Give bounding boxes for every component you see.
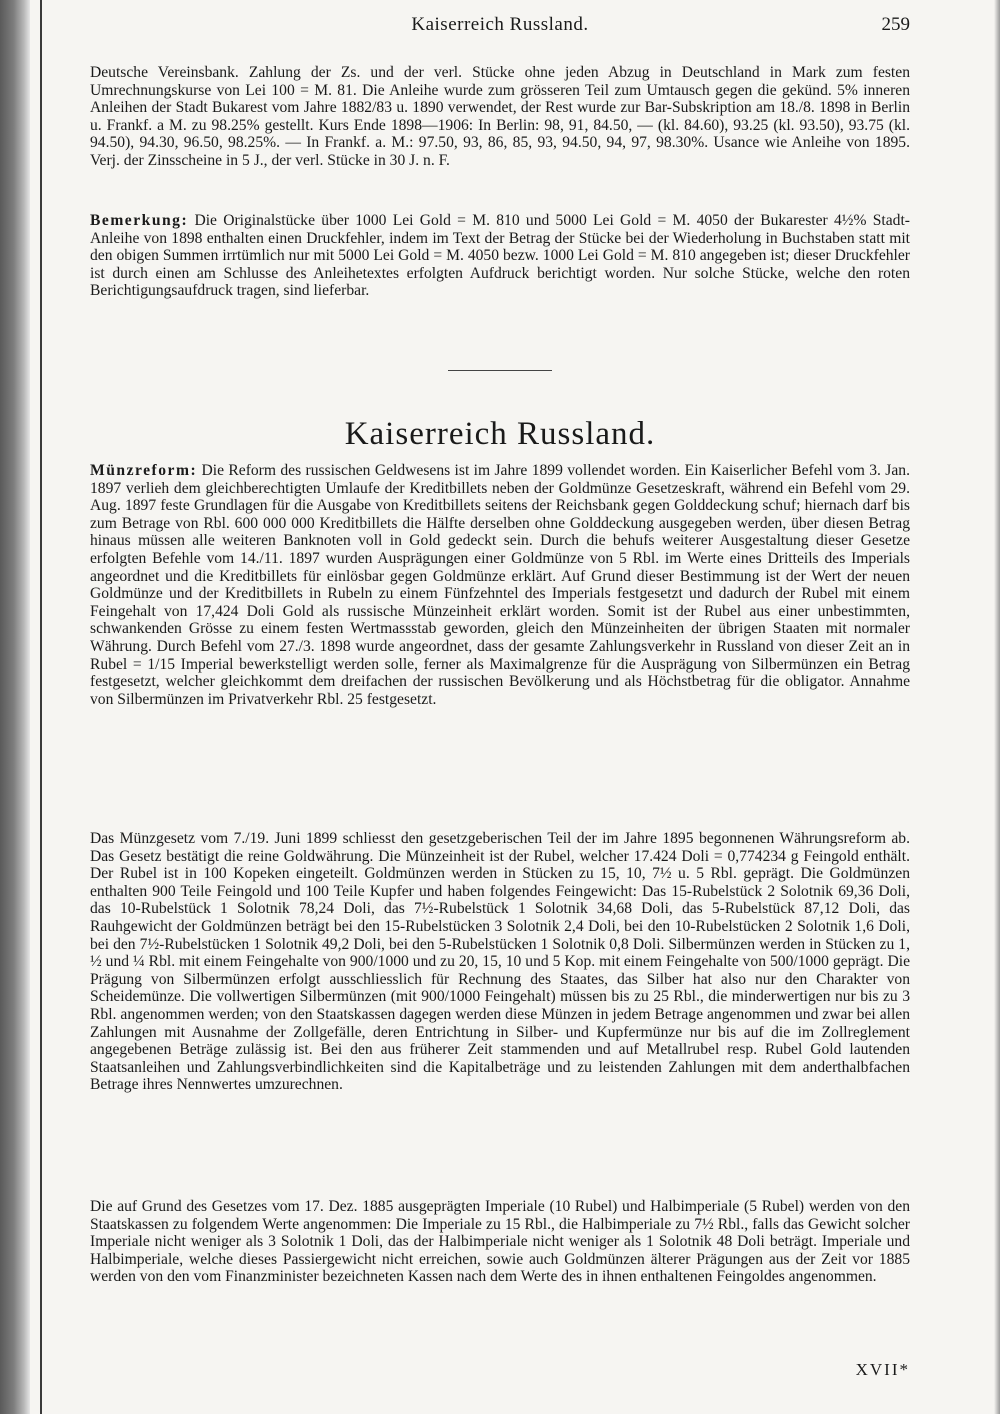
section-title: Kaiserreich Russland. <box>344 416 656 452</box>
reform-paragraph <box>90 462 910 708</box>
page-number: 259 <box>881 14 910 35</box>
imperial-text: Die auf Grund des Gesetzes vom 17. Dez. 1885 ausgeprägten Imperiale (10 Rubel) und Halbimperiale (5 Rubel) werden von den Staatskassen zu folgendem Werte angenommen: Die Imperiale zu 15 Rbl., die Halbimperiale zu 7½ Rbl., falls das Gewicht solcher Imperiale nicht weniger als 3 Solotnik 1 Doli, das der Halbimperiale nicht weniger als 1 Solotnik 48 Doli beträgt. Imperiale und Halbimperiale, welche dieses Passiergewicht nicht erreichen, sowie auch Goldmünzen älterer Prägungen aus der Zeit vor 1885 werden von den vom Finanzminister bezeichneten Kassen nach dem Werte des in ihnen enthaltenen Feingoldes angenommen. <box>90 1198 910 1286</box>
running-head <box>90 14 910 42</box>
remark-lead: Bemerkung: <box>90 212 189 229</box>
law-text: Das Münzgesetz vom 7./19. Juni 1899 schliesst den gesetzgeberischen Teil der im Jahre 1895 begonnenen Währungsreform ab. Das Gesetz bestätigt die reine Goldwährung. Die Münzeinheit ist der Rubel, welcher 17.424 Doli = 0,774234 g Feingold enthält. Der Rubel ist in 100 Kopeken eingeteilt. Goldmünzen werden in Stücken zu 15, 10, 7½ u. 5 Rbl. geprägt. Die Goldmünzen enthalten 900 Teile Feingold und 100 Teile Kupfer und haben folgendes Feingewicht: Das 15-Rubelstück 2 Solotnik 69,36 Doli, das 10-Rubelstück 1 Solotnik 78,24 Doli, das 7½-Rubelstück 1 Solotnik 34,68 Doli, das 5-Rubelstück 87,12 Doli, das Rauhgewicht der Goldmünzen beträgt bei den 15-Rubelstücken 3 Solotnik 2,4 Doli, bei den 10-Rubelstücken 2 Solotnik 1,6 Doli, bei den 7½-Rubelstücken 1 Solotnik 49,2 Doli, bei den 5-Rubelstücken 1 Solotnik 0,8 Doli. Silbermünzen werden in Stücken zu 1, ½ und ¼ Rbl. mit einem Feingehalte von 900/1000 und zu 20, 15, 10 und 5 Kop. mit einem Feingehalte von 500/1000 geprägt. Die Prägung von Silbermünzen erfolgt ausschliesslich für Rechnung des Staates, das Silber hat also nur den Charakter von Scheidemünze. Die vollwertigen Silbermünzen (mit 900/1000 Feingehalt) müssen bis zu 25 Rbl., die minderwertigen nur bis zu 3 Rbl. angenommen werden; von den Staatskassen dagegen werden diese Münzen in jedem Betrage angenommen und zwar bei allen Zahlungen mit Ausnahme der Zollgefälle, deren Entrichtung in Silber- und Kupfermünze nur bis auf die im Zollreglement angegebenen Beträge zulässig ist. Bei den aus früherer Zeit stammenden und auf Metallrubel resp. Rubel Gold lautenden Staatsanleihen und Zahlungsverbindlichkeiten sind die Kapitalbeträge und zu leistenden Zahlungen mit dem anderthalbfachen Betrage ihres Nennwertes umzurechnen. <box>90 830 910 1094</box>
remark-body <box>90 212 910 300</box>
gutter-line <box>40 0 42 1414</box>
intro-paragraph <box>90 64 910 170</box>
reform-lead: Münzreform: <box>90 462 198 479</box>
imperial-paragraph <box>90 1198 910 1286</box>
signature-mark: XVII* <box>855 1360 910 1379</box>
reform-text: Die Reform des russischen Geldwesens ist im Jahre 1899 vollendet worden. Ein Kaiserlicher Befehl vom 3. Jan. 1897 verlieh dem gleichberechtigten Umlaufe der Kreditbillets neben der Goldmünze Gesetzeskraft, während ein Befehl vom 29. Aug. 1897 feste Grundlagen für die Ausgabe von Kreditbillets seitens der Reichsbank gegen Golddeckung schuf; hiernach darf bis zum Betrage von Rbl. 600 000 000 Kreditbillets die Hälfte derselben ohne Golddeckung ausgegeben werden, über diesen Betrag hinaus müssen alle weiteren Banknoten voll in Gold gedeckt sein. Durch die behufs weiterer Ausgestaltung dieser Gesetze erfolgten Befehle vom 14./11. 1897 wurden Ausprägungen einer Goldmünze von 5 Rbl. im Werte eines Dritteils des Imperials angeordnet und die Kreditbillets für einlösbar gegen Goldmünze erklärt. Auf Grund dieser Bestimmung ist der Wert der neuen Goldmünze und der Kreditbillets in Rubeln zu einem Fünfzehntel des Imperials festgesetzt und dadurch der Rubel mit einem Feingehalt von 17,424 Doli Gold als russische Münzeinheit erklärt worden. Somit ist der Rubel aus einer unbestimmten, schwankenden Grösse zu einem festen Wertmassstab geworden, gleich den Münzeinheiten der übrigen Staaten mit normaler Währung. Durch Befehl vom 27./3. 1898 wurde angeordnet, dass der gesamte Zahlungsverkehr in Russland von dieser Zeit an in Rubel = 1/15 Imperial bewerkstelligt werden solle, ferner als Maximalgrenze für die Ausprägung von Silbermünzen ein Betrag festgesetzt, welcher gleichkommt dem dreifachen der russischen Bevölkerung und als Höchstbetrag für die obligator. Annahme von Silbermünzen im Privatverkehr Rbl. 25 festgesetzt. <box>90 462 910 708</box>
remark-paragraph <box>90 212 910 300</box>
reform-body <box>90 462 910 708</box>
page-edge-shadow <box>994 0 1000 1414</box>
book-spine-shadow <box>0 0 30 1414</box>
law-paragraph <box>90 830 910 1094</box>
intro-text: Deutsche Vereinsbank. Zahlung der Zs. und der verl. Stücke ohne jeden Abzug in Deutschland in Mark zum festen Umrechnungskurse von Lei 100 = M. 81. Die Anleihe wurde zum grösseren Teil zum Umtausch gegen die gekünd. 5% inneren Anleihen der Stadt Bukarest vom Jahre 1882/83 u. 1890 verwendet, der Rest wurde zur Bar-Subskription am 18./8. 1898 in Berlin u. Frankf. a M. zu 98.25% gestellt. Kurs Ende 1898—1906: In Berlin: 98, 91, 84.50, — (kl. 84.60), 93.25 (kl. 93.50), 93.75 (kl. 94.50), 94.30, 96.50, 98.25%. — In Frankf. a. M.: 97.50, 93, 86, 85, 93, 94.50, 94, 97, 98.30%. Usance wie Anleihe von 1895. Verj. der Zinsscheine in 5 J., der verl. Stücke in 30 J. n. F. <box>90 64 910 169</box>
section-divider <box>448 370 552 371</box>
running-title: Kaiserreich Russland. <box>411 14 589 35</box>
remark-text: Die Originalstücke über 1000 Lei Gold = M. 810 und 5000 Lei Gold = M. 4050 der Bukarester 4½% Stadt-Anleihe von 1898 enthalten einen Druckfehler, indem im Text der Betrag der Stücke bei der Wiederholung in Buchstaben statt mit den obigen Summen irrtümlich nur mit 5000 Lei Gold = M. 4050 bezw. 1000 Lei Gold = M. 810 angegeben ist; dieser Druckfehler ist durch einen am Schlusse des Anleihetextes erfolgten Aufdruck berichtigt worden. Nur solche Stücke, welche den roten Berichtigungsaufdruck tragen, sind lieferbar. <box>90 212 910 300</box>
